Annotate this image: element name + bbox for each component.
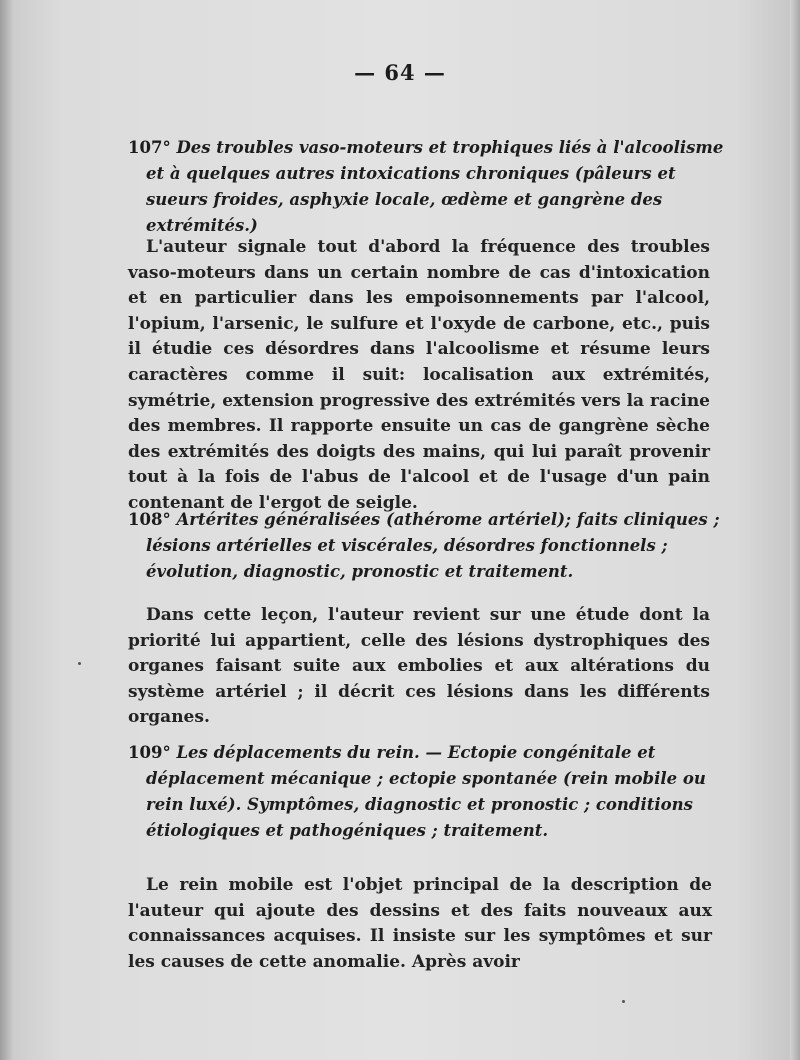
paper-speck [622,1000,625,1003]
entry-number: 107° [128,138,171,157]
entry-body: Le rein mobile est l'objet principal de la description de l'auteur qui ajoute des dessins et des faits nouveaux aux connaissances acquises. Il insiste sur les symptômes et sur les causes de cette anomalie. Après avoir [128,875,712,972]
entry-number: 108° [128,510,171,529]
paper-speck [78,662,81,665]
entry-title: Artérites généralisées (athérome artériel); faits cliniques ; lésions artérielles et viscérales, désordres fonctionnels ; évolution, diagnostic, pronostic et traitement. [146,510,720,581]
entry-heading [128,507,728,585]
entry-title: Des troubles vaso-moteurs et trophiques liés à l'alcoolisme et à quelques autres intoxications chroniques (pâleurs et sueurs froides, asphyxie locale, œdème et gangrène des extrémités.) [146,138,724,235]
page-gutter-shadow [0,0,14,1060]
entry-number: 109° [128,743,171,762]
entry-heading [128,740,730,844]
page-edge-shadow [790,0,800,1060]
entry-title: Les déplacements du rein. — Ectopie congénitale et déplacement mécanique ; ectopie spontanée (rein mobile ou rein luxé). Symptômes, diagnostic et pronostic ; conditions étiologiques et pathogéniques ; traitement. [146,743,706,840]
entry-body: L'auteur signale tout d'abord la fréquence des troubles vaso-moteurs dans un certain nombre de cas d'intoxication et en particulier dans les empoisonnements par l'alcool, l'opium, l'arsenic, le sulfure et l'oxyde de carbone, etc., puis il étudie ces désordres dans l'alcoolisme et résume leurs caractères comme il suit: localisation aux extrémités, symétrie, extension progressive des extrémités vers la racine des membres. Il rapporte ensuite un cas de gangrène sèche des extrémités des doigts des mains, qui lui paraît provenir tout à la fois de l'abus de l'alcool et de l'usage d'un pain contenant de l'ergot de seigle. [128,237,710,513]
entry-body: Dans cette leçon, l'auteur revient sur une étude dont la priorité lui appartient, celle des lésions dystrophiques des organes faisant suite aux embolies et aux altérations du système artériel ; il décrit ces lésions dans les différents organes. [128,605,710,728]
page-number: — 64 — [354,60,446,85]
entry-heading [128,135,728,239]
